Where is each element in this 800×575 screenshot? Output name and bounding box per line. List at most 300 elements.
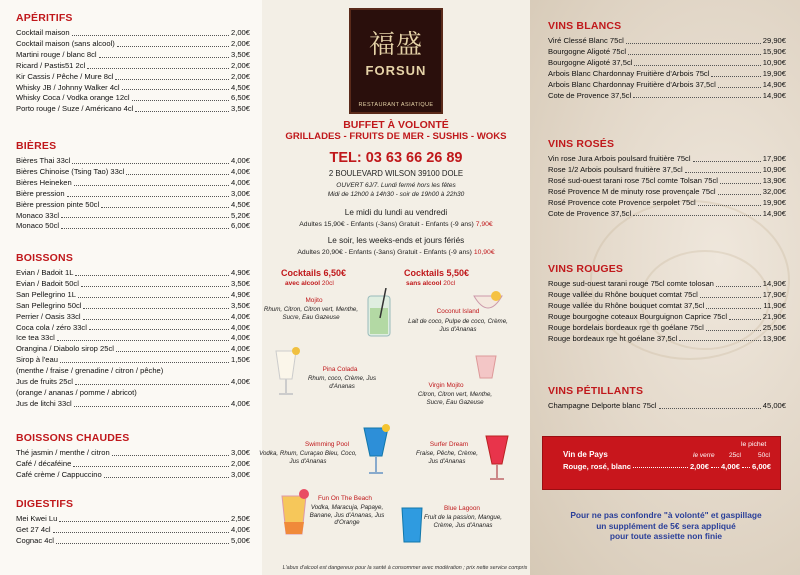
lunch-kids-price: 7,90€ [475, 221, 493, 228]
specialties: GRILLADES - FRUITS DE MER - SUSHIS - WOKS [285, 131, 507, 142]
menu-item [548, 334, 786, 345]
item-price: 3,00€ [230, 448, 250, 457]
section-title: VINS PÉTILLANTS [548, 385, 644, 397]
item-price: 2,50€ [230, 514, 250, 523]
item-name: Ricard / Pastis51 2cl [16, 60, 86, 70]
surfer-dream-glass-icon [482, 430, 512, 486]
item-name: San Pellegrino 1L [16, 289, 76, 299]
section-title: APÉRITIFS [16, 12, 73, 24]
section-title: BIÈRES [16, 140, 57, 152]
item-price: 4,00€ [230, 166, 250, 176]
item-name: Thé jasmin / menthe / citron [16, 448, 110, 457]
item-name: Bières Heineken [16, 177, 72, 187]
item-name: Rosé Provence cote Provence serpolet 75cl [548, 197, 696, 207]
item-name: Vin rose Jura Arbois poulsard fruitière 75cl [548, 154, 691, 163]
item-name: Cocktail maison (sans alcool) [16, 38, 115, 48]
menu-item [16, 211, 250, 222]
menu-item [16, 61, 250, 72]
item-price: 5,00€ [230, 535, 250, 545]
menu-item [548, 198, 786, 209]
dot-leader [75, 377, 229, 385]
25cl-label: 25cl [729, 452, 741, 459]
item-price: 14,90€ [762, 279, 786, 288]
menu-item [16, 399, 250, 410]
dot-leader [61, 221, 229, 229]
item-name: Champagne Delporte blanc 75cl [548, 401, 657, 410]
dots [742, 462, 750, 468]
dot-leader [693, 154, 761, 162]
dot-leader [117, 39, 229, 47]
item-price: 21,90€ [762, 311, 786, 321]
item-name: Café crème / Cappuccino [16, 469, 102, 479]
lunch-kids: - Enfants (-3ans) Gratuit - Enfants (-9 ans) [344, 221, 476, 228]
item-price: 19,90€ [762, 197, 786, 207]
dot-leader [122, 83, 229, 91]
drink-name: Coconut Island [436, 308, 480, 315]
menu-item [548, 58, 786, 69]
aperitifs-section [16, 12, 250, 115]
dot-leader [711, 69, 760, 77]
section-title: BOISSONS CHAUDES [16, 432, 130, 444]
dot-leader [87, 61, 229, 69]
drink-desc: Fruit de la passion, Mangue, Crème, Jus d'Ananas [423, 514, 503, 529]
menu-item [548, 187, 786, 198]
menu-item [548, 209, 786, 220]
vins-roses-section [548, 138, 786, 219]
dot-leader [75, 268, 229, 276]
menu-item [548, 69, 786, 80]
dot-leader [73, 459, 229, 467]
pichet-label: le pichet [741, 441, 767, 448]
item-name: Coca cola / zéro 33cl [16, 322, 87, 332]
menu-item [548, 401, 786, 412]
item-name: Kir Cassis / Pêche / Mure 8cl [16, 71, 114, 81]
dots [711, 462, 719, 468]
item-name: Monaco 50cl [16, 221, 60, 231]
dot-leader [59, 514, 229, 522]
cocktails-non-alcohol-sub [406, 280, 455, 287]
with-alcohol: avec alcool [285, 280, 322, 287]
mojito-glass-icon [362, 288, 396, 340]
item-name: Evian / Badoit 1L [16, 268, 74, 277]
dot-leader [83, 312, 229, 320]
item-price: 3,00€ [230, 188, 250, 198]
drink-name: Virgin Mojito [428, 382, 464, 389]
item-name: Cocktail maison [16, 28, 70, 37]
dot-leader [81, 279, 229, 287]
item-name: Cote de Provence 37,5cl [548, 90, 632, 100]
dot-leader [706, 323, 761, 331]
volume: 20cl [321, 280, 334, 287]
dot-leader [135, 104, 229, 112]
dot-leader [139, 388, 248, 396]
digestifs-section [16, 498, 250, 547]
item-price: 1,50€ [230, 355, 250, 365]
section-title: VINS BLANCS [548, 20, 622, 32]
item-name: Bière pression [16, 188, 65, 198]
dot-leader [700, 290, 761, 298]
pina-colada-glass-icon [270, 345, 302, 399]
dot-leader [628, 47, 761, 55]
dot-leader [83, 301, 229, 309]
drink-desc: Citron, Citron vert, Menthe, Sucre, Eau Gazeuse [417, 391, 493, 406]
blue-lagoon-glass-icon [398, 500, 426, 546]
dot-leader [679, 334, 761, 342]
item-name: Bourgogne Aligoté 75cl [548, 46, 627, 56]
dot-leader [67, 189, 229, 197]
menu-item [16, 50, 250, 61]
vin-de-pays-title: Vin de Pays [563, 450, 608, 459]
menu-item [16, 178, 250, 189]
dot-leader [729, 312, 761, 320]
boissons-section [16, 252, 250, 410]
coconut-glass-icon [470, 290, 506, 320]
evening-adult-price: Adultes 20,90€ [297, 249, 343, 256]
dot-leader [74, 399, 229, 407]
item-price: 6,50€ [230, 93, 250, 103]
dot-leader [112, 448, 229, 456]
item-name: Monaco 33cl [16, 210, 60, 220]
section-title: BOISSONS [16, 252, 74, 264]
item-name: Perrier / Oasis 33cl [16, 311, 81, 321]
dot-leader [698, 198, 761, 206]
item-name: Mei Kwei Lu [16, 514, 58, 523]
vin-de-pays-box [542, 436, 781, 490]
item-name: Arbois Blanc Chardonnay Fruitière d'Arbois 37,5cl [548, 79, 716, 89]
dot-leader [99, 50, 229, 58]
dot-leader [116, 344, 229, 352]
item-price: 4,00€ [230, 377, 250, 387]
dot-leader [72, 28, 229, 36]
item-price: 3,50€ [230, 300, 250, 310]
item-price: 5,20€ [230, 210, 250, 220]
menu-item [16, 301, 250, 312]
vins-rouges-section [548, 263, 786, 344]
item-price: 11,90€ [763, 300, 786, 310]
item-price: 3,50€ [230, 49, 250, 59]
dot-leader [165, 366, 248, 374]
dot-leader [104, 470, 229, 478]
dot-leader [659, 401, 761, 409]
menu-item [16, 72, 250, 83]
item-name: Martini rouge / blanc 8cl [16, 49, 97, 59]
menu-item [548, 154, 786, 165]
item-name: (orange / ananas / pomme / abricot) [16, 387, 137, 397]
item-price: 2,00€ [230, 60, 250, 70]
menu-item [16, 459, 250, 470]
price-verre: 2,00€ [689, 462, 709, 471]
item-price: 4,00€ [230, 333, 250, 343]
dot-leader [132, 93, 229, 101]
item-price: 4,00€ [230, 156, 250, 165]
menu-item [16, 167, 250, 178]
alcohol-disclaimer: L'abus d'alcool est dangereux pour la santé à consommer avec modération ; prix nette service compris [282, 565, 528, 571]
menu-item [16, 104, 250, 115]
item-price: 2,00€ [230, 71, 250, 81]
evening-kids: - Enfants (-3ans) Gratuit - Enfants (-9 ans) [342, 249, 474, 256]
dot-leader [685, 165, 761, 173]
dot-leader [633, 91, 761, 99]
dot-leader [718, 80, 761, 88]
item-price: 19,90€ [762, 68, 786, 78]
dot-leader [115, 72, 229, 80]
menu-item [548, 47, 786, 58]
item-price: 13,90€ [762, 175, 786, 185]
item-price: 3,00€ [230, 469, 250, 479]
lunch-adult-price: Adultes 15,90€ [299, 221, 345, 228]
menu-item [16, 83, 250, 94]
dot-leader [633, 209, 761, 217]
menu-item [16, 470, 250, 481]
item-price: 14,90€ [762, 90, 786, 100]
menu-item [16, 93, 250, 104]
menu-item [548, 165, 786, 176]
item-name: Café / décaféine [16, 458, 72, 468]
item-name: Orangina / Diabolo sirop 25cl [16, 344, 114, 354]
item-name: Sirop à l'eau [16, 355, 58, 365]
dot-leader [56, 536, 229, 544]
item-name: Rouge bourgogne coteaux Bourguignon Caprice 75cl [548, 311, 728, 321]
item-price: 17,90€ [762, 154, 786, 163]
evening-title: Le soir, les weeks-ends et jours fériés [327, 236, 465, 245]
item-name: Bières Chinoise (Tsing Tao) 33cl [16, 166, 125, 176]
item-name: Bourgogne Aligoté 37,5cl [548, 57, 633, 67]
item-name: San Pellegrino 50cl [16, 300, 82, 310]
dots [633, 462, 688, 468]
warning-line: Pour ne pas confondre "à volonté" et gaspillage [570, 510, 762, 520]
dot-leader [626, 36, 761, 44]
drink-name: Blue Lagoon [444, 505, 480, 512]
item-price: 3,50€ [230, 278, 250, 288]
dot-leader [78, 290, 229, 298]
section-title: VINS ROUGES [548, 263, 624, 275]
item-name: Rouge vallée du Rhône bouquet comtat 37,5cl [548, 300, 705, 310]
menu-item [16, 28, 250, 39]
menu-item [548, 290, 786, 301]
menu-item [16, 388, 250, 399]
item-name: Ice tea 33cl [16, 333, 55, 343]
bieres-section [16, 140, 250, 232]
verre-label: le verre [693, 452, 715, 459]
item-name: Rouge bordeaux rge ht goélane 37,5cl [548, 333, 678, 343]
drink-name: Surfer Dream [429, 441, 469, 448]
address: 2 BOULEVARD WILSON 39100 DOLE [328, 169, 464, 178]
item-price: 4,00€ [230, 398, 250, 408]
item-price: 2,00€ [230, 38, 250, 48]
dot-leader [718, 187, 761, 195]
menu-item [16, 189, 250, 200]
vin-de-pays-row [563, 462, 771, 471]
vins-petillants-section [548, 385, 786, 412]
price-50cl: 6,00€ [751, 462, 771, 471]
drink-desc: Lait de coco, Pulpe de coco, Crème, Jus d'Ananas [408, 318, 508, 333]
volume: 20cl [443, 280, 456, 287]
menu-item [16, 448, 250, 459]
dot-leader [74, 178, 229, 186]
dot-leader [89, 323, 229, 331]
item-price: 3,50€ [230, 104, 250, 114]
opening-hours: Midi de 12h00 à 14h30 - soir de 19h00 à 22h30 [327, 191, 465, 198]
menu-item [548, 176, 786, 187]
warning-line: un supplément de 5€ sera appliqué [596, 520, 736, 531]
item-price: 4,00€ [230, 344, 250, 354]
middle-column [259, 0, 530, 575]
item-name: Rouge bordelais bordeaux rge th goélane 75cl [548, 322, 704, 332]
item-price: 6,00€ [230, 221, 250, 231]
item-name: Whisky JB / Johnny Walker 4cl [16, 82, 120, 92]
waste-warning [548, 510, 784, 542]
menu-item [16, 279, 250, 290]
section-title: DIGESTIFS [16, 498, 74, 510]
item-name: Jus de litchi 33cl [16, 398, 72, 408]
restaurant-logo [349, 8, 443, 114]
menu-item [16, 355, 250, 366]
item-name: Rose 1/2 Arbois poulsard fruitière 37,5cl [548, 164, 683, 174]
menu-item [548, 36, 786, 47]
menu-item [548, 80, 786, 91]
menu-item [16, 268, 250, 279]
menu-item [16, 333, 250, 344]
item-price: 25,50€ [762, 322, 786, 332]
evening-kids-price: 10,90€ [473, 249, 495, 256]
menu-item [548, 301, 786, 312]
cocktails-alcohol-sub [285, 280, 334, 287]
item-name: Rosé Provence M de minuty rose provençale 75cl [548, 186, 716, 196]
item-name: Get 27 4cl [16, 524, 51, 534]
item-name: Evian / Badoit 50cl [16, 278, 79, 288]
item-name: Porto rouge / Suze / Américano 4cl [16, 104, 134, 114]
item-name: Whisky Coca / Vodka orange 12cl [16, 93, 130, 103]
dot-leader [126, 167, 229, 175]
evening-prices [262, 249, 530, 256]
item-name: Bière pression pinte 50cl [16, 199, 100, 209]
50cl-label: 50cl [758, 452, 770, 459]
dot-leader [634, 58, 760, 66]
item-name: Viré Clessé Blanc 75cl [548, 36, 624, 45]
menu-item [16, 156, 250, 167]
item-name: (menthe / fraise / grenadine / citron / pêche) [16, 366, 164, 376]
item-price: 10,90€ [762, 57, 786, 67]
item-price: 10,90€ [762, 164, 786, 174]
fun-on-the-beach-glass-icon [276, 482, 312, 542]
dot-leader [716, 279, 761, 287]
dot-leader [61, 211, 229, 219]
left-column [0, 0, 262, 575]
dot-leader [706, 301, 761, 309]
item-price: 2,00€ [230, 28, 250, 37]
drink-name: Swimming Pool [304, 441, 350, 448]
logo-name: FORSUN [365, 63, 427, 78]
section-title: VINS ROSÉS [548, 138, 615, 150]
menu-item [16, 312, 250, 323]
item-price: 4,00€ [230, 524, 250, 534]
lunch-prices [262, 221, 530, 228]
dot-leader [60, 355, 229, 363]
vins-blancs-section [548, 20, 786, 101]
item-price: 14,90€ [762, 79, 786, 89]
drink-name: Fun On The Beach [318, 495, 372, 502]
buffet-title: BUFFET À VOLONTÉ [343, 119, 449, 131]
item-name: Bières Thai 33cl [16, 156, 71, 165]
menu-item [548, 312, 786, 323]
vin-de-pays-desc: Rouge, rosé, blanc [563, 462, 631, 471]
cocktails-alcohol-title: Cocktails 6,50€ [281, 268, 347, 278]
menu-item [16, 536, 250, 547]
menu-item [548, 323, 786, 334]
menu-item [16, 366, 250, 377]
dot-leader [53, 525, 229, 533]
drink-desc: Vodka, Rhum, Curaçao Bleu, Coco, Jus d'Ananas [259, 450, 357, 465]
item-price: 4,00€ [230, 177, 250, 187]
item-name: Cote de Provence 37,5cl [548, 208, 632, 218]
dot-leader [72, 156, 229, 164]
menu-item [16, 290, 250, 301]
item-name: Arbois Blanc Chardonnay Fruitière d'Arbois 75cl [548, 68, 710, 78]
item-name: Rosé sud-ouest tarani rose 75cl comte Tolsan 75cl [548, 175, 718, 185]
without-alcohol: sans alcool [406, 280, 444, 287]
menu-item [16, 514, 250, 525]
price-25cl: 4,00€ [720, 462, 740, 471]
menu-item [16, 525, 250, 536]
menu-item [548, 279, 786, 290]
item-price: 4,90€ [230, 289, 250, 299]
item-name: Rouge sud-ouest tarani rouge 75cl comte tolosan [548, 279, 714, 288]
boissons-chaudes-section [16, 432, 250, 481]
drink-name: Mojito [305, 297, 323, 304]
item-price: 4,50€ [230, 82, 250, 92]
logo-subtitle: RESTAURANT ASIATIQUE [358, 102, 434, 108]
item-price: 4,90€ [230, 268, 250, 277]
logo-chinese: 福盛 [368, 30, 423, 60]
item-name: Jus de fruits 25cl [16, 377, 73, 387]
item-price: 2,00€ [230, 458, 250, 468]
dot-leader [57, 333, 229, 341]
item-name: Cognac 4cl [16, 535, 54, 545]
menu-item [16, 377, 250, 388]
menu-item [16, 39, 250, 50]
lunch-title: Le midi du lundi au vendredi [344, 208, 448, 217]
swimming-pool-glass-icon [360, 420, 392, 480]
menu-item [16, 323, 250, 334]
item-price: 29,90€ [762, 36, 786, 45]
drink-desc: Fraise, Pêche, Crème, Jus d'Ananas [416, 450, 478, 465]
item-price: 17,90€ [762, 289, 786, 299]
menu-item [16, 344, 250, 355]
cocktails-non-alcohol-title: Cocktails 5,50€ [404, 268, 470, 278]
item-price: 15,90€ [762, 46, 786, 56]
menu-item [16, 200, 250, 211]
warning-line: pour toute assiette non finie [609, 531, 723, 542]
drink-desc: Rhum, coco, Crème, Jus d'Ananas [307, 375, 377, 390]
menu-item [16, 221, 250, 232]
item-price: 32,00€ [762, 186, 786, 196]
item-price: 14,90€ [762, 208, 786, 218]
item-price: 45,00€ [762, 401, 786, 410]
item-price: 13,90€ [762, 333, 786, 343]
drink-name: Pina Colada [322, 366, 358, 373]
virgin-mojito-glass-icon [472, 352, 500, 382]
phone-number: TEL: 03 63 66 26 89 [329, 150, 463, 166]
menu-item [548, 91, 786, 102]
dot-leader [101, 200, 229, 208]
item-price: 4,00€ [230, 322, 250, 332]
item-price: 4,50€ [230, 199, 250, 209]
item-name: Rouge vallée du Rhône bouquet comtat 75cl [548, 289, 698, 299]
drink-desc: Vodka, Maracuja, Papaye, Banane, Jus d'Ananas, Jus d'Orange [309, 504, 385, 527]
drink-desc: Rhum, Citron, Citron vert, Menthe, Sucre, Eau Gazeuse [263, 306, 359, 321]
item-price: 4,00€ [230, 311, 250, 321]
dot-leader [720, 176, 761, 184]
